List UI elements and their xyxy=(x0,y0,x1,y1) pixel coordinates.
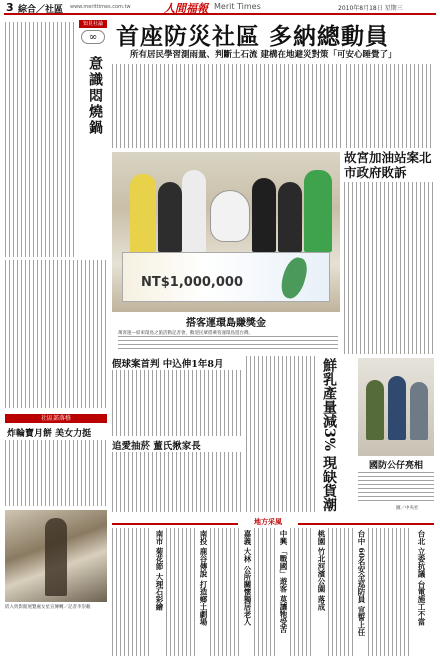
local-news-columns xyxy=(112,528,434,656)
lead-photo xyxy=(112,152,340,312)
masthead-logo: 人間福報 xyxy=(164,2,208,15)
community-caption: 嵌入剪影館展覽處女星宣傳轉／記者李崇賴 xyxy=(5,605,91,610)
photo-person-4 xyxy=(252,178,276,252)
community-blog xyxy=(5,414,107,508)
local-col-4-body xyxy=(254,528,276,656)
lead-subheadline: 所有居民學習測雨量、判斷土石流 建構在地避災對策「可安心睡覺了」 xyxy=(130,50,397,60)
community-title: 炸輪寶月餅 美女力挺 xyxy=(7,429,92,439)
photo-person-6 xyxy=(304,170,332,252)
photo-caption: 萬客運—結束環島之旅活動記者會，歡迎民眾搭乘客運環島遊台灣。 xyxy=(118,331,253,336)
milk-body-text xyxy=(246,356,318,512)
local-headline-5: 桃園 竹北河濱公園 落成 xyxy=(317,530,326,611)
photo-vase xyxy=(210,190,250,242)
photo-person-3 xyxy=(182,170,206,252)
lead-headline: 首座防災社區 多納總動員 xyxy=(116,23,390,50)
local-col-5-body xyxy=(290,528,314,656)
lower-body-2 xyxy=(112,452,242,512)
community-header: 社區部落格 xyxy=(5,414,107,423)
banner-island-icon xyxy=(278,255,310,301)
local-col-3-body xyxy=(210,528,240,656)
page-number: 3 xyxy=(6,1,14,14)
milk-headline: 鮮乳產量減3% 現缺貨潮 xyxy=(321,358,337,512)
section-label: 綜合／社區 xyxy=(18,5,64,15)
figurine-2 xyxy=(388,376,406,440)
local-headline-4: 中興 「戰國」遊客 莫讓牠受苦 xyxy=(279,530,288,633)
lead-body-text-right xyxy=(346,64,434,148)
local-col-6-body xyxy=(328,528,354,656)
military-credit: 圖／中央社 xyxy=(396,506,419,511)
photo-person-2 xyxy=(158,182,182,252)
local-col-7-body xyxy=(368,528,412,656)
local-col-2-body xyxy=(166,528,196,656)
military-caption-lines xyxy=(358,472,434,504)
lower-body-1 xyxy=(112,370,242,436)
lower-headline-2: 追愛抽菸 董氏揪家長 xyxy=(112,441,201,452)
local-headline-1: 南市 菊花節 大理石彩繪 xyxy=(155,530,164,611)
photo-person-1 xyxy=(130,174,156,254)
left-body-text xyxy=(5,22,75,257)
right-story-headline: 故宮加油站案北市政府敗訴 xyxy=(344,150,432,180)
editorial-column xyxy=(79,20,107,230)
local-headline-7: 台北 立委抗議 台電施工不當 xyxy=(417,530,426,626)
banner-amount: NT$1,000,000 xyxy=(141,275,243,290)
photo-banner xyxy=(122,252,330,302)
masthead-english: Merit Times xyxy=(214,2,261,11)
community-photo-figure xyxy=(45,518,67,596)
local-news-label: 地方采風 xyxy=(238,517,298,527)
editorial-title: 意識悶燒鍋 xyxy=(87,56,103,136)
community-photo xyxy=(5,510,107,602)
header-bar xyxy=(4,3,436,15)
lower-headline-1: 假球案首判 中込伸1年8月 xyxy=(112,359,224,370)
local-headline-3: 嘉義 大林 公所關懷獨居老人 xyxy=(243,530,252,626)
photo-headline: 搭客運環島賺獎金 xyxy=(186,318,266,329)
issue-date: 2010年8月18日 星期三 xyxy=(338,5,403,12)
local-headline-6: 台中 60名安全巡防員 宣誓上任 xyxy=(357,530,366,636)
lead-body-text xyxy=(112,64,342,148)
figurine-3 xyxy=(410,382,428,440)
military-photo-headline: 國防公仔亮相 xyxy=(368,461,423,471)
infinity-icon: ∞ xyxy=(81,30,105,44)
editorial-body-text xyxy=(5,260,107,408)
figurine-1 xyxy=(366,380,384,440)
local-col-1-body xyxy=(112,528,152,656)
editorial-badge: 知見社論 xyxy=(79,20,107,28)
photo-person-5 xyxy=(278,182,302,252)
site-url: www.merittimes.com.tw xyxy=(70,4,131,10)
military-photo xyxy=(358,358,434,456)
community-body-text xyxy=(5,440,107,506)
photo-caption-lines xyxy=(118,336,338,350)
local-headline-2: 南投 鹿谷傳說 打造鄉土劇場 xyxy=(199,530,208,626)
right-story-body xyxy=(344,182,434,354)
